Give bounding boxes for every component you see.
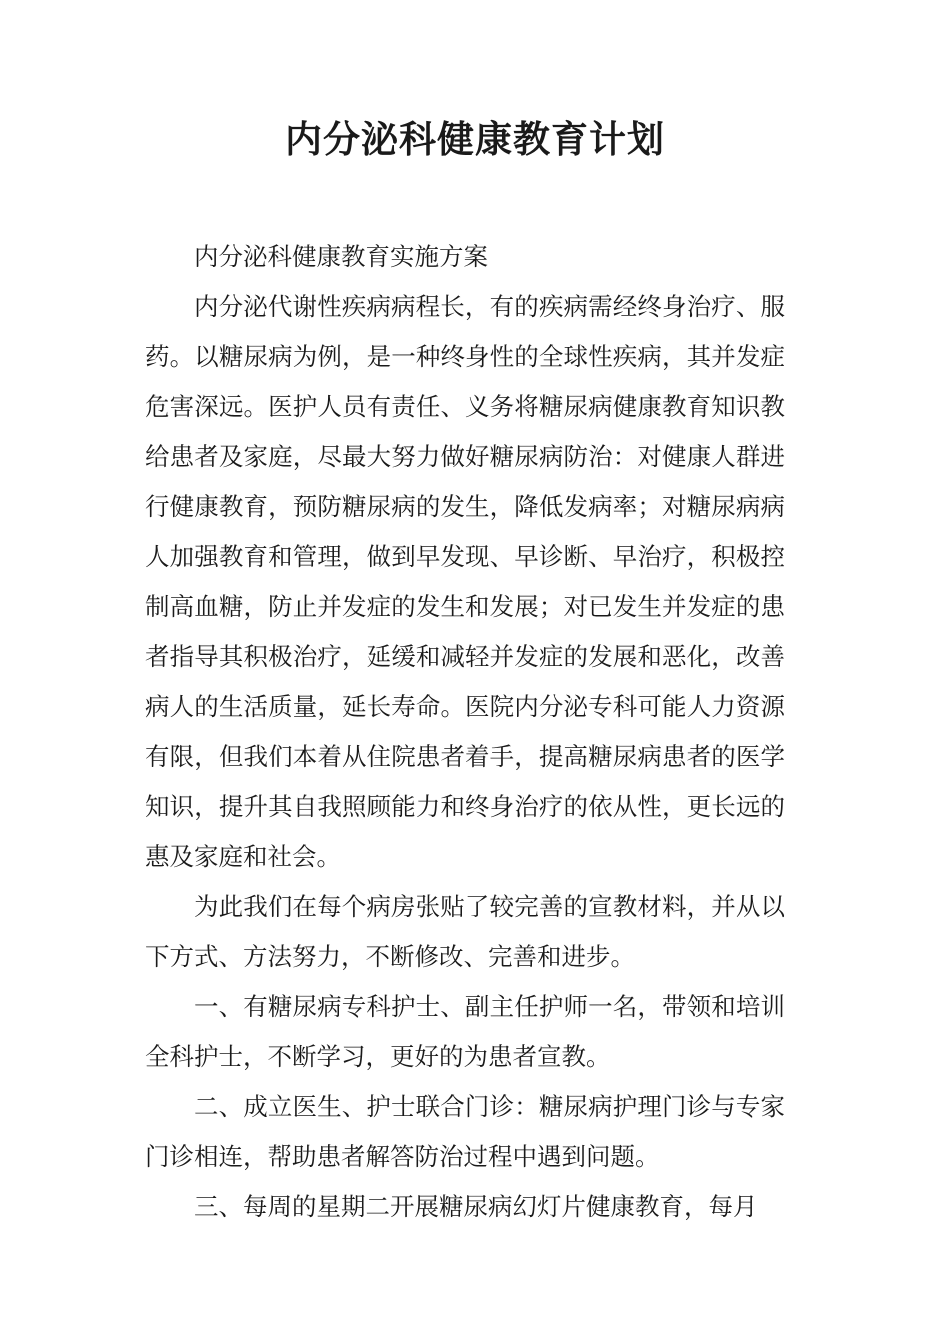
intro-paragraph: 内分泌代谢性疾病病程长，有的疾病需经终身治疗、服药。以糖尿病为例，是一种终身性的全球性疾病，其并发症危害深远。医护人员有责任、义务将糖尿病健康教育知识教给患者及家庭，尽最大努力做好糖尿病防治：对健康人群进行健康教育，预防糖尿病的发生，降低发病率；对糖尿病病人加强教育和管理，做到早发现、早诊断、早治疗，积极控制高血糖，防止并发症的发生和发展；对已发生并发症的患者指导其积极治疗，延缓和减轻并发症的发展和恶化，改善病人的生活质量，延长寿命。医院内分泌专科可能人力资源有限，但我们本着从住院患者着手，提高糖尿病患者的医学知识，提升其自我照顾能力和终身治疗的依从性，更长远的惠及家庭和社会。 [145,292,785,871]
materials-paragraph: 为此我们在每个病房张贴了较完善的宣教材料，并从以下方式、方法努力，不断修改、完善和进步。 [145,892,785,971]
document-title: 内分泌科健康教育计划 [285,118,665,161]
item-three-paragraph: 三、每周的星期二开展糖尿病幻灯片健康教育，每月 [194,1192,758,1221]
item-two-paragraph: 二、成立医生、护士联合门诊：糖尿病护理门诊与专家门诊相连，帮助患者解答防治过程中遇到问题。 [145,1092,785,1171]
document-body [145,232,785,1232]
item-one-paragraph: 一、有糖尿病专科护士、副主任护师一名，带领和培训全科护士，不断学习，更好的为患者宣教。 [145,992,785,1071]
subtitle-paragraph: 内分泌科健康教育实施方案 [194,242,488,271]
